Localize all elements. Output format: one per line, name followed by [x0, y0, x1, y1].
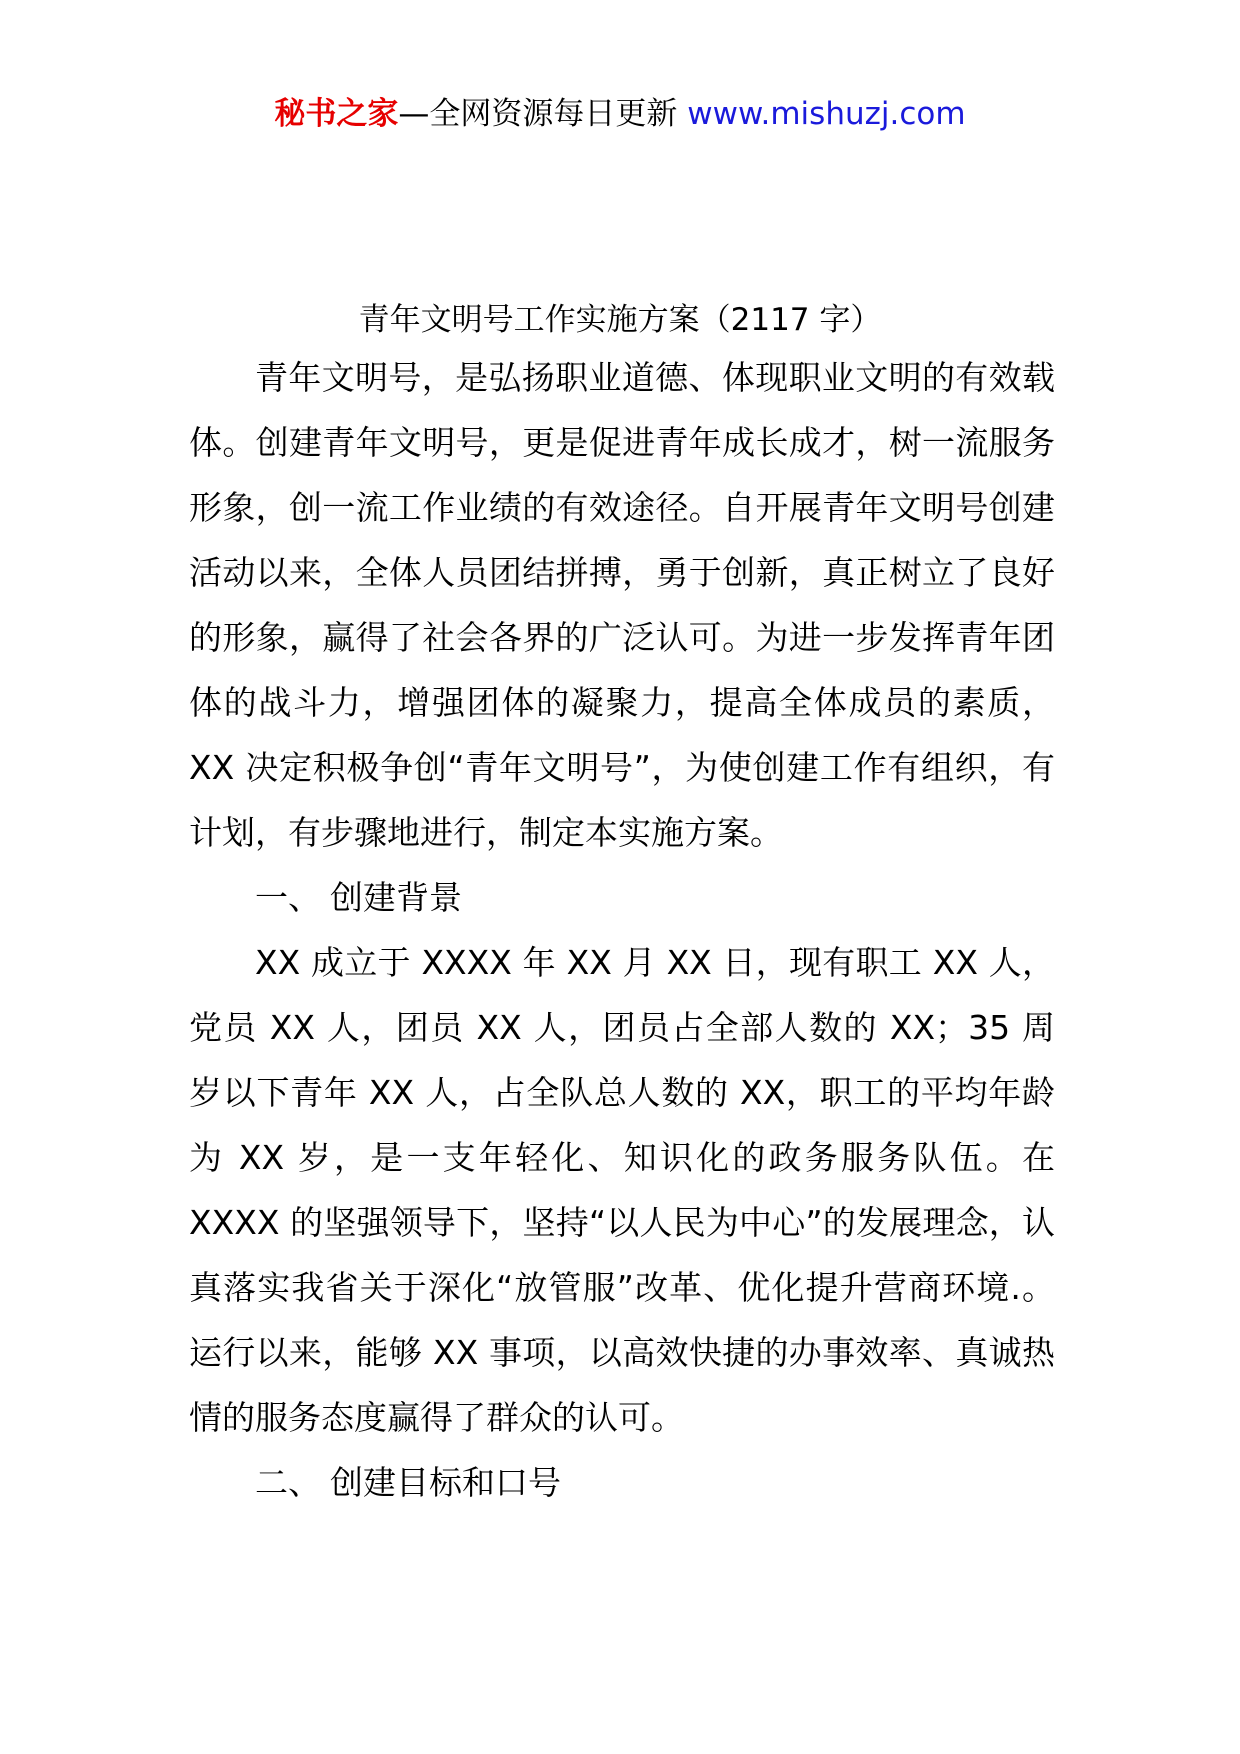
- site-header: [0, 94, 1240, 134]
- section-number-2: 二、: [255, 1463, 321, 1502]
- section-title-1: 创建背景: [330, 878, 462, 917]
- site-tagline: —全网资源每日更新: [398, 96, 678, 132]
- section-number-1: 一、: [255, 878, 321, 917]
- section-body-1: XX 成立于 XXXX 年 XX 月 XX 日，现有职工 XX 人，党员 XX 人，团员 XX 人，团员占全部人数的 XX；35 周岁以下青年 XX 人，占全队总人数的 XX，职工的平均年龄为 XX 岁，是一支年轻化、知识化的政务服务队伍。在 XXXX 的坚强领导下，坚持“以人民为中心”的发展理念，认真落实我省关于深化“放管服”改革、优化提升营商环境.。运行以来，能够 XX 事项，以高效快捷的办事效率、真诚热情的服务态度赢得了群众的认可。: [189, 943, 1055, 1437]
- section-heading-2: [189, 1450, 1055, 1515]
- site-brand: 秘书之家: [274, 96, 399, 132]
- section-heading-1: [189, 865, 1055, 930]
- document-body: [189, 345, 1055, 1515]
- document-title: 青年文明号工作实施方案（2117 字）: [358, 302, 882, 338]
- intro-paragraph: 青年文明号，是弘扬职业道德、体现职业文明的有效载体。创建青年文明号，更是促进青年成长成才，树一流服务形象，创一流工作业绩的有效途径。自开展青年文明号创建活动以来，全体人员团结拼搏，勇于创新，真正树立了良好的形象，赢得了社会各界的广泛认可。为进一步发挥青年团体的战斗力，增强团体的凝聚力，提高全体成员的素质，XX 决定积极争创“青年文明号”，为使创建工作有组织，有计划，有步骤地进行，制定本实施方案。: [189, 358, 1055, 852]
- site-url-link[interactable]: www.mishuzj.com: [687, 96, 966, 132]
- section-title-2: 创建目标和口号: [330, 1463, 561, 1502]
